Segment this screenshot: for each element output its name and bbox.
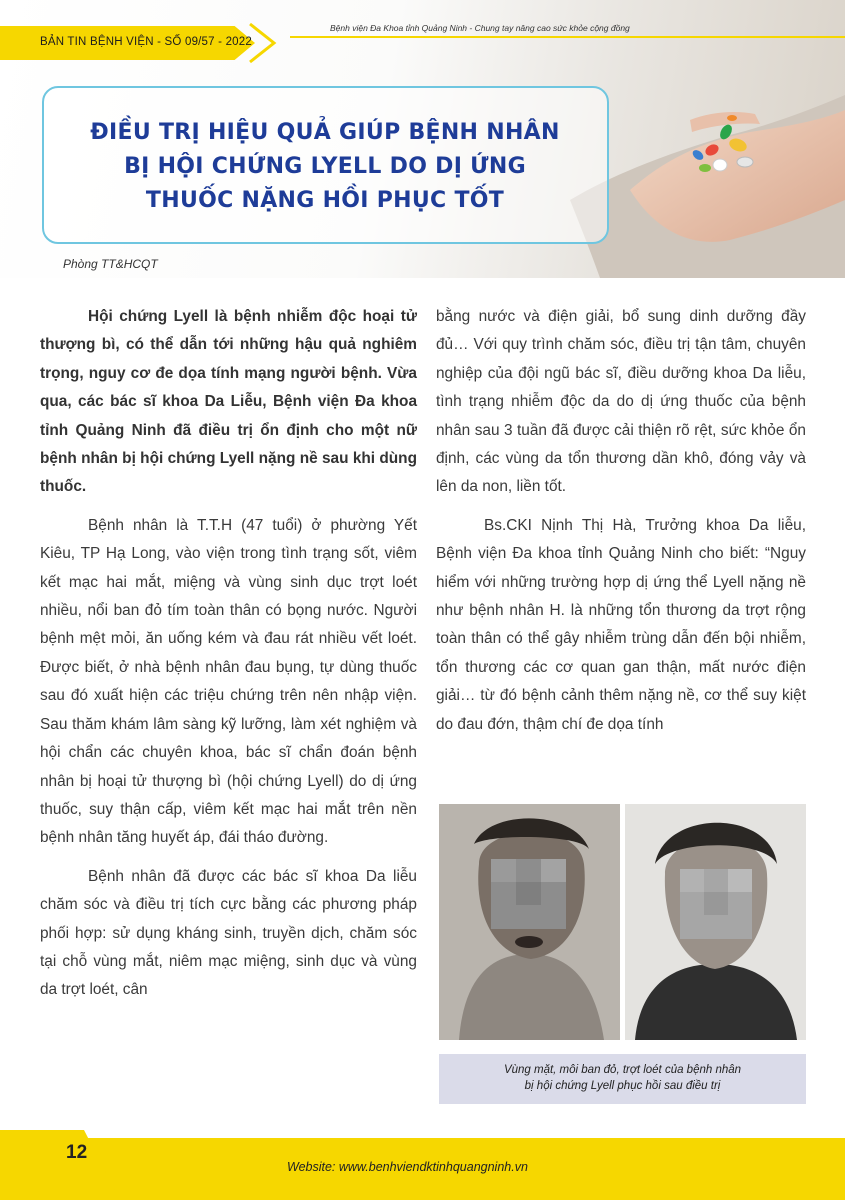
hospital-tagline: Bệnh viện Đa Khoa tỉnh Quảng Ninh - Chung tay nâng cao sức khỏe cộng đồng [330, 23, 630, 33]
body-paragraph-continued: bằng nước và điện giải, bổ sung dinh dưỡng đầy đủ… Với quy trình chăm sóc, điều trị tận tâm, chuyên nghiệp của đội ngũ bác sĩ, điều dưỡng khoa Da liễu, tình trạng nhiễm độc da do dị ứng thuốc của bệnh nhân sau 3 tuần đã được cải thiện rõ rệt, sức khỏe ổn định, các vùng da tổn thương dần khô, đóng vảy và lên da non, liền tốt. [436, 308, 806, 496]
page-number: 12 [66, 1142, 88, 1163]
article-title [60, 116, 590, 218]
header-banner [0, 0, 845, 278]
patient-before-illustration [439, 804, 620, 1040]
patient-photos [439, 804, 806, 1042]
byline: Phòng TT&HCQT [63, 257, 158, 271]
patient-after-illustration [625, 804, 806, 1040]
body-paragraph: Bs.CKI Nịnh Thị Hà, Trưởng khoa Da liễu, Bệnh viện Đa khoa tỉnh Quảng Ninh cho biết: “Nguy hiểm với những trường hợp dị ứng thể Lyell nặng nề như bệnh nhân H. là những tổn thương da trợt rộng toàn thân có thể gây nhiễm trùng dẫn đến bội nhiễm, tổn thương các cơ quan gan thận, mất nước điện giải… từ đó bệnh cảnh thêm nặng nề, cơ thể suy kiệt do đau đớn, thậm chí đe dọa tính [436, 516, 806, 733]
website-link[interactable]: Website: www.benhviendktinhquangninh.vn [287, 1160, 528, 1174]
photo-caption [439, 1062, 806, 1094]
patient-photo-before [439, 804, 620, 1040]
body-paragraph: Bệnh nhân là T.T.H (47 tuổi) ở phường Yết Kiêu, TP Hạ Long, vào viện trong tình trạng sốt, viêm kết mạc hai mắt, miệng và vùng sinh dục trợt loét nhiều, nổi ban đỏ tím toàn thân có bọng nước. Người bệnh mệt mỏi, ăn uống kém và đau rát nhiều vết loét. Được biết, ở nhà bệnh nhân đau bụng, tự dùng thuốc sau đó xuất hiện các triệu chứng trên nên nhập viện. Sau thăm khám lâm sàng kỹ lưỡng, làm xét nghiệm và hội chẩn các chuyên khoa, bác sĩ chẩn đoán bệnh nhân bị hoại tử thượng bì (hội chứng Lyell) do dị ứng thuốc, suy thận cấp, viêm kết mạc hai mắt trên nền bệnh nhân tăng huyết áp, đái tháo đường. [40, 516, 417, 847]
title-line: ĐIỀU TRỊ HIỆU QUẢ GIÚP BỆNH NHÂN [90, 120, 560, 145]
right-column [436, 303, 806, 739]
caption-line: Vùng mặt, môi ban đỏ, trợt loét của bệnh nhân [503, 1064, 742, 1076]
tagline-divider [290, 36, 845, 38]
title-line: THUỐC NẶNG HỒI PHỤC TỐT [145, 188, 505, 213]
lead-paragraph: Hội chứng Lyell là bệnh nhiễm độc hoại tử thượng bì, có thể dẫn tới những hậu quả nghiêm trọng, nguy cơ đe dọa tính mạng người bệnh. Vừa qua, các bác sĩ khoa Da Liễu, Bệnh viện Đa khoa tỉnh Quảng Ninh đã điều trị ổn định cho một nữ bệnh nhân bị hội chứng Lyell nặng nề sau khi dùng thuốc. [40, 308, 417, 496]
body-paragraph: Bệnh nhân đã được các bác sĩ khoa Da liễu chăm sóc và điều trị tích cực bằng các phương pháp phối hợp: sử dụng kháng sinh, truyền dịch, chăm sóc tại chỗ vùng mắt, niêm mạc miệng, sinh dục và vùng da trợt loét, cân [40, 867, 417, 999]
patient-photo-after [625, 804, 806, 1040]
title-line: BỊ HỘI CHỨNG LYELL DO DỊ ỨNG [124, 154, 526, 179]
bulletin-name: BẢN TIN BỆNH VIỆN - SỐ 09/57 - 2022 [40, 36, 252, 48]
left-column [40, 303, 417, 1005]
caption-line: bị hội chứng Lyell phục hồi sau điều trị [524, 1080, 721, 1092]
